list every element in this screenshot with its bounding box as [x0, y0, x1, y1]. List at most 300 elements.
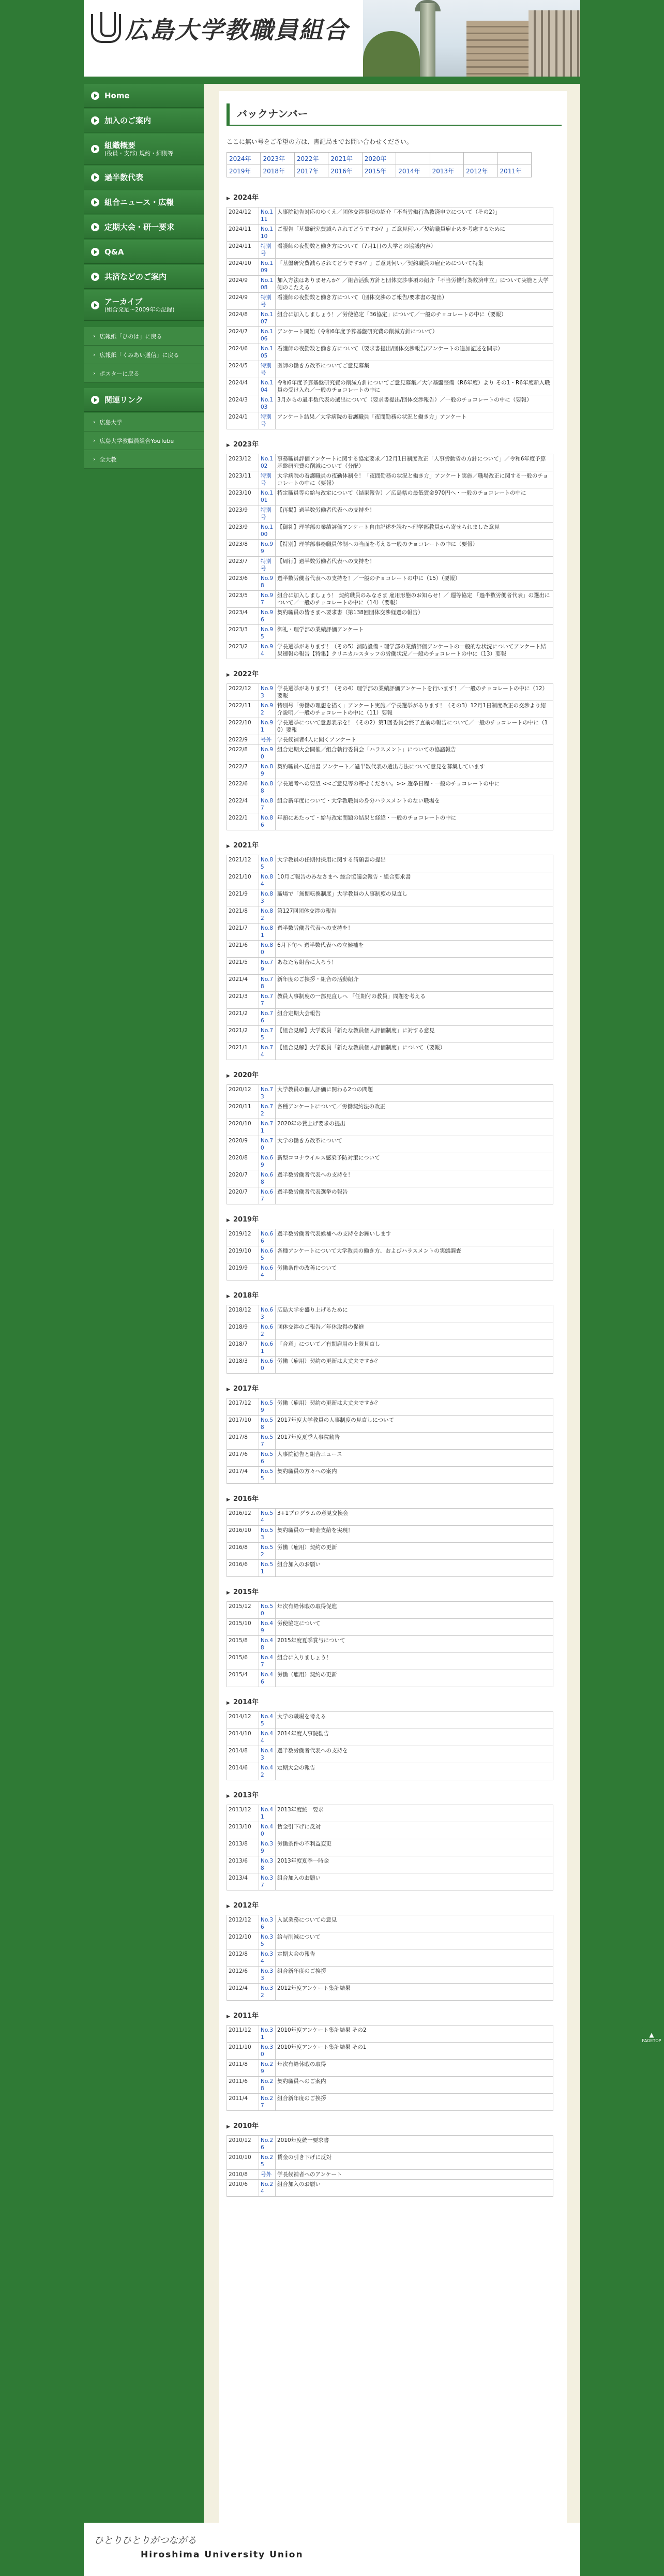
issue-table [227, 1915, 553, 2001]
issue-number-link[interactable]: No.38 [259, 1856, 276, 1873]
left-backdrop [0, 0, 84, 2576]
issue-number-link[interactable]: No.86 [259, 813, 276, 830]
issue-number-link[interactable]: No.75 [259, 1026, 276, 1043]
issue-date: 2020/7 [227, 1170, 259, 1187]
issue-number-link[interactable]: No.59 [259, 1398, 276, 1416]
year-link[interactable]: 2015年 [363, 165, 396, 177]
issue-title: 3月からの過半数代表の選出について（要求書提出/団体交渉報告）／一般のチョコレートの中に（要報） [276, 395, 553, 412]
issue-date: 2010/8 [227, 2170, 259, 2180]
table-row [227, 762, 553, 779]
issue-date: 2015/4 [227, 1670, 259, 1687]
issue-title: アンケート結果／大学病院の看護職員「夜間勤務の状況と働き方」アンケート [276, 412, 553, 429]
header-photo-tower [420, 3, 435, 77]
pagetop-label: PAGETOP [642, 2038, 661, 2043]
issue-title: 給与削減について [276, 1932, 553, 1949]
nav-link[interactable]: › 広島大学教職員組合YouTube [84, 431, 204, 450]
issue-title: 人事院勧告と組合ニュース [276, 1450, 553, 1467]
issue-date: 2010/6 [227, 2180, 259, 2197]
issue-number-link[interactable]: No.84 [259, 872, 276, 889]
issue-number-link[interactable]: 特別号 [259, 412, 276, 429]
issue-title: 特定職員等の給与改定について（結果報告）／広島県の最低賃金970円へ・一般のチョコレートの中に [276, 488, 553, 505]
table-row [227, 2060, 553, 2077]
nav-item[interactable] [84, 109, 204, 132]
year-link-empty [464, 153, 497, 165]
year-link[interactable]: 2017年 [295, 165, 328, 177]
issue-number-link[interactable]: No.32 [259, 1984, 276, 2001]
issue-number-link[interactable]: No.43 [259, 1746, 276, 1763]
issue-number-link[interactable]: 特別号 [259, 505, 276, 523]
issue-number-link[interactable]: No.108 [259, 276, 276, 293]
table-row [227, 1763, 553, 1780]
year-link[interactable]: 2012年 [464, 165, 497, 177]
issue-title: 契約職員へ送信書 アンケート／過半数代表の選出方法について意見を募集しています [276, 762, 553, 779]
issue-number-link[interactable]: No.41 [259, 1805, 276, 1822]
issue-number-link[interactable]: No.31 [259, 2026, 276, 2043]
issue-number-link[interactable]: No.56 [259, 1450, 276, 1467]
issue-date: 2013/10 [227, 1822, 259, 1839]
issue-number-link[interactable]: No.49 [259, 1619, 276, 1636]
arrow-circle-icon [91, 173, 99, 182]
nav-subitem[interactable]: › 広報紙「ひのは」に戻る [84, 327, 204, 346]
issue-title: 第127回団体交渉の報告 [276, 906, 553, 924]
issue-table [227, 2135, 553, 2197]
issue-number-link[interactable]: No.90 [259, 745, 276, 762]
issue-title: 過半数労働者代表候補への支持をお願いします [276, 1229, 553, 1246]
issue-date: 2024/9 [227, 293, 259, 310]
table-row [227, 1915, 553, 1932]
issue-date: 2021/5 [227, 958, 259, 975]
issue-number-link[interactable]: No.63 [259, 1305, 276, 1322]
issue-number-link[interactable]: No.101 [259, 488, 276, 505]
table-row [227, 718, 553, 735]
issue-date: 2022/4 [227, 796, 259, 813]
year-link[interactable]: 2018年 [261, 165, 294, 177]
issue-number-link[interactable]: No.78 [259, 975, 276, 992]
issue-date: 2017/8 [227, 1433, 259, 1450]
arrow-circle-icon [91, 223, 99, 231]
issue-number-link[interactable]: No.110 [259, 225, 276, 242]
issue-number-link[interactable]: No.68 [259, 1170, 276, 1187]
issue-number-link[interactable]: No.82 [259, 906, 276, 924]
year-link[interactable]: 2014年 [396, 165, 430, 177]
issue-number-link[interactable]: No.58 [259, 1416, 276, 1433]
issue-number-link[interactable]: No.57 [259, 1433, 276, 1450]
year-link[interactable]: 2021年 [328, 153, 362, 165]
issue-date: 2023/3 [227, 625, 259, 642]
table-row [227, 327, 553, 344]
issue-number-link[interactable]: No.76 [259, 1009, 276, 1026]
issue-number-link[interactable]: No.48 [259, 1636, 276, 1653]
issue-number-link[interactable]: No.94 [259, 642, 276, 659]
table-row [227, 1822, 553, 1839]
issue-date: 2021/8 [227, 906, 259, 924]
issue-number-link[interactable]: No.69 [259, 1153, 276, 1170]
issue-title: 職場で「無期転換制度」大学教員の人事制度の見直し [276, 889, 553, 906]
issue-table [227, 207, 553, 429]
issue-title: 2013年度統一要求 [276, 1805, 553, 1822]
issue-title: 2014年度人事院勧告 [276, 1729, 553, 1746]
table-row [227, 642, 553, 659]
table-row [227, 225, 553, 242]
issue-date: 2016/8 [227, 1543, 259, 1560]
year-link[interactable]: 2016年 [328, 165, 362, 177]
issue-number-link[interactable]: No.95 [259, 625, 276, 642]
issue-number-link[interactable]: No.67 [259, 1187, 276, 1204]
year-link-empty [396, 153, 430, 165]
table-row [227, 471, 553, 488]
issue-number-link[interactable]: No.105 [259, 344, 276, 361]
issue-date: 2015/10 [227, 1619, 259, 1636]
nav-subitem[interactable]: › ポスターに戻る [84, 364, 204, 383]
nav-item-sublabel: (組合発足〜2009年の記録) [104, 306, 175, 313]
issue-date: 2020/11 [227, 1102, 259, 1119]
issue-date: 2011/12 [227, 2026, 259, 2043]
table-row [227, 1043, 553, 1060]
issue-title: 定期大会の報告 [276, 1763, 553, 1780]
issue-title: 3+1プログラムの意見交換会 [276, 1509, 553, 1526]
issue-number-link[interactable]: No.79 [259, 958, 276, 975]
issue-date: 2021/7 [227, 924, 259, 941]
table-row [227, 242, 553, 259]
arrow-circle-icon [91, 198, 99, 206]
issue-number-link[interactable]: No.29 [259, 2060, 276, 2077]
issue-date: 2022/6 [227, 779, 259, 796]
issue-number-link[interactable]: No.52 [259, 1543, 276, 1560]
table-row [227, 1229, 553, 1246]
issue-date: 2020/7 [227, 1187, 259, 1204]
nav-link[interactable]: › 広島大学 [84, 413, 204, 431]
issue-title: 2010年度アンケート集計結果 その2 [276, 2026, 553, 2043]
issue-number-link[interactable]: No.24 [259, 2180, 276, 2197]
issue-number-link[interactable]: No.88 [259, 779, 276, 796]
year-heading: ▶ 2010年 [227, 2120, 562, 2130]
issue-title: あなたも組合に入ろう！ [276, 958, 553, 975]
issue-number-link[interactable]: No.89 [259, 762, 276, 779]
issue-date: 2016/10 [227, 1526, 259, 1543]
issue-number-link[interactable]: No.33 [259, 1967, 276, 1984]
issue-number-link[interactable]: No.30 [259, 2043, 276, 2060]
table-row [227, 1949, 553, 1967]
page-title: バックナンバー [227, 103, 562, 126]
table-row [227, 591, 553, 608]
issue-date: 2023/7 [227, 557, 259, 574]
issue-title: 組合定期大会開催／組合執行委員会「ハラスメント」についての協議報告 [276, 745, 553, 762]
issue-number-link[interactable]: No.106 [259, 327, 276, 344]
issue-title: 【組合見解】大学教員「新たな教員個人評価制度」について（要報） [276, 1043, 553, 1060]
table-row [227, 1136, 553, 1153]
header-photo-building [529, 10, 580, 77]
issue-number-link[interactable]: No.85 [259, 855, 276, 872]
issue-title: 看護師の夜勤数と働き方について（7月1日の大学との協議内容） [276, 242, 553, 259]
issue-number-link[interactable]: No.111 [259, 207, 276, 225]
nav-item-text [104, 222, 174, 232]
issue-title: 組合加入のお願い [276, 2180, 553, 2197]
issue-title: 過半数労働者代表への支持を！ [276, 1170, 553, 1187]
nav-item[interactable] [84, 290, 204, 321]
issue-date: 2012/10 [227, 1932, 259, 1949]
nav-item-label: 共済などのご案内 [104, 272, 167, 281]
issue-number-link[interactable]: No.65 [259, 1246, 276, 1263]
issue-title: 組合に加入しましょう！ 契約職員のみなさま 雇用形態のお知らせ！／ 週等協定 「過半数労働者代表」の選出について／一般のチョコレートの中に（14）（要報） [276, 591, 553, 608]
table-row [227, 1187, 553, 1204]
issue-title: 10月ご報告のみなさまへ 総合協議会報告・組合要求書 [276, 872, 553, 889]
issue-number-link[interactable]: No.81 [259, 924, 276, 941]
issue-date: 2012/12 [227, 1915, 259, 1932]
year-link[interactable]: 2023年 [261, 153, 294, 165]
issue-title: 広島大学を盛り上げるために [276, 1305, 553, 1322]
issue-title: 各種アンケートについて大学教員の働き方、およびハラスメントの実態調査 [276, 1246, 553, 1263]
nav-item[interactable] [84, 215, 204, 239]
issue-date: 2020/9 [227, 1136, 259, 1153]
table-row [227, 1805, 553, 1822]
issue-number-link[interactable]: No.26 [259, 2136, 276, 2153]
issue-number-link[interactable]: No.96 [259, 608, 276, 625]
header-photo-building [466, 21, 529, 77]
issue-number-link[interactable]: No.102 [259, 454, 276, 471]
issue-date: 2023/4 [227, 608, 259, 625]
pagetop-button[interactable] [641, 2027, 662, 2050]
issue-number-link[interactable]: No.74 [259, 1043, 276, 1060]
issue-title: 御礼・理学部の業績評価アンケート [276, 625, 553, 642]
issue-number-link[interactable]: No.45 [259, 1712, 276, 1729]
issue-date: 2024/4 [227, 378, 259, 395]
issue-date: 2023/5 [227, 591, 259, 608]
arrow-circle-icon [91, 273, 99, 281]
issue-number-link[interactable]: No.28 [259, 2077, 276, 2094]
table-row [227, 259, 553, 276]
issue-number-link[interactable]: No.36 [259, 1915, 276, 1932]
issue-number-link[interactable]: No.92 [259, 701, 276, 718]
table-row [227, 378, 553, 395]
arrow-circle-icon [91, 396, 99, 404]
issue-number-link[interactable]: No.72 [259, 1102, 276, 1119]
nav-item-label: 過半数代表 [104, 172, 144, 182]
nav-item[interactable] [84, 84, 204, 108]
issue-number-link[interactable]: No.91 [259, 718, 276, 735]
table-row [227, 454, 553, 471]
nav-item[interactable] [84, 265, 204, 289]
table-row [227, 1398, 553, 1416]
table-row [227, 361, 553, 378]
issue-title: 学長候補者4人に聞くアンケート [276, 735, 553, 745]
issue-title: 組合に加入しましょう！／労使協定「36協定」について／一般のチョコレートの中に（要報） [276, 310, 553, 327]
issue-number-link[interactable]: 特別号 [259, 242, 276, 259]
table-row [227, 1653, 553, 1670]
table-row [227, 684, 553, 701]
issue-number-link[interactable]: No.54 [259, 1509, 276, 1526]
issue-number-link[interactable]: No.44 [259, 1729, 276, 1746]
footer [84, 2523, 580, 2576]
issue-title: 定期大会の報告 [276, 1949, 553, 1967]
issue-number-link[interactable]: No.70 [259, 1136, 276, 1153]
issue-number-link[interactable]: No.62 [259, 1322, 276, 1339]
issue-number-link[interactable]: No.25 [259, 2153, 276, 2170]
year-link[interactable]: 2020年 [363, 153, 396, 165]
issue-number-link[interactable]: No.42 [259, 1763, 276, 1780]
table-row [227, 1246, 553, 1263]
table-row [227, 796, 553, 813]
issue-number-link[interactable]: No.87 [259, 796, 276, 813]
issue-number-link[interactable]: No.53 [259, 1526, 276, 1543]
issue-number-link[interactable]: 特別号 [259, 471, 276, 488]
issue-number-link[interactable]: No.34 [259, 1949, 276, 1967]
issue-number-link[interactable]: No.51 [259, 1560, 276, 1577]
issue-date: 2020/12 [227, 1085, 259, 1102]
issue-number-link[interactable]: No.71 [259, 1119, 276, 1136]
issue-number-link[interactable]: No.46 [259, 1670, 276, 1687]
table-row [227, 2094, 553, 2111]
issue-number-link[interactable]: No.27 [259, 2094, 276, 2111]
table-row [227, 276, 553, 293]
issue-title: 労働（雇用）契約の更新は大丈夫ですか？ [276, 1357, 553, 1374]
issue-title: 労働（雇用）契約の更新は大丈夫ですか？ [276, 1398, 553, 1416]
issue-date: 2013/4 [227, 1873, 259, 1890]
year-link[interactable]: 2024年 [227, 153, 261, 165]
issue-number-link[interactable]: No.109 [259, 259, 276, 276]
issue-number-link[interactable]: 号外 [259, 735, 276, 745]
issue-date: 2022/10 [227, 718, 259, 735]
issue-number-link[interactable]: No.40 [259, 1822, 276, 1839]
header [84, 0, 580, 77]
nav-item[interactable] [84, 166, 204, 189]
issue-number-link[interactable]: No.39 [259, 1839, 276, 1856]
table-row [227, 2026, 553, 2043]
table-row [227, 1509, 553, 1526]
issue-number-link[interactable]: No.35 [259, 1932, 276, 1949]
arrow-circle-icon [91, 248, 99, 256]
issue-number-link[interactable]: 特別号 [259, 361, 276, 378]
issue-date: 2014/6 [227, 1763, 259, 1780]
issue-title: 労働（雇用）契約の更新 [276, 1543, 553, 1560]
nav-item[interactable] [84, 133, 204, 165]
issue-date: 2010/12 [227, 2136, 259, 2153]
issue-date: 2024/8 [227, 310, 259, 327]
table-row [227, 1636, 553, 1653]
table-row [227, 574, 553, 591]
table-row [227, 958, 553, 975]
issue-title: 労働（雇用）契約の更新 [276, 1670, 553, 1687]
issue-number-link[interactable]: No.61 [259, 1339, 276, 1357]
issue-number-link[interactable]: 特別号 [259, 293, 276, 310]
table-row [227, 557, 553, 574]
issue-date: 2014/12 [227, 1712, 259, 1729]
nav-subitem[interactable]: › 広報紙「くみあい通信」に戻る [84, 346, 204, 364]
issue-number-link[interactable]: 特別号 [259, 557, 276, 574]
issue-table [227, 1084, 553, 1204]
table-row [227, 1543, 553, 1560]
arrow-circle-icon [91, 145, 99, 153]
issue-title: 2017年度夏季人事院勧告 [276, 1433, 553, 1450]
issue-number-link[interactable]: No.100 [259, 523, 276, 540]
issue-number-link[interactable]: No.104 [259, 378, 276, 395]
nav-item[interactable] [84, 190, 204, 214]
issue-number-link[interactable]: 号外 [259, 2170, 276, 2180]
issue-number-link[interactable]: No.55 [259, 1467, 276, 1484]
issue-number-link[interactable]: No.99 [259, 540, 276, 557]
issue-number-link[interactable]: No.73 [259, 1085, 276, 1102]
nav-item-label: Q&A [104, 247, 124, 257]
issue-title: 2013年度夏季一時金 [276, 1856, 553, 1873]
nav-item-text [104, 91, 130, 100]
issue-table [227, 1398, 553, 1484]
year-heading: ▶ 2022年 [227, 668, 562, 678]
issue-number-link[interactable]: No.103 [259, 395, 276, 412]
issue-number-link[interactable]: No.50 [259, 1602, 276, 1619]
year-link[interactable]: 2011年 [498, 165, 532, 177]
issue-title: 大学の職場を考える [276, 1712, 553, 1729]
table-row [227, 540, 553, 557]
table-row [227, 1433, 553, 1450]
issue-date: 2018/9 [227, 1322, 259, 1339]
table-row [227, 813, 553, 830]
issue-title: 新型コロナウイルス感染予防対策について [276, 1153, 553, 1170]
table-row [227, 1602, 553, 1619]
header-divider [84, 77, 580, 84]
issue-number-link[interactable]: No.60 [259, 1357, 276, 1374]
issue-date: 2024/12 [227, 207, 259, 225]
table-row [227, 2153, 553, 2170]
issue-number-link[interactable]: No.98 [259, 574, 276, 591]
issue-title: 大学の働き方改革について [276, 1136, 553, 1153]
table-row [227, 1026, 553, 1043]
table-row [227, 488, 553, 505]
issue-title: 過半数労働者代表への支持を [276, 1746, 553, 1763]
issue-title: 契約職員の皆さまへ要求書（第138回団体交渉経過の報告） [276, 608, 553, 625]
issue-number-link[interactable]: No.83 [259, 889, 276, 906]
nav-item[interactable] [84, 240, 204, 264]
table-row [227, 2077, 553, 2094]
issue-date: 2017/6 [227, 1450, 259, 1467]
year-heading: ▶ 2023年 [227, 439, 562, 449]
issue-title: 2010年度アンケート集計結果 その1 [276, 2043, 553, 2060]
issue-number-link[interactable]: No.64 [259, 1263, 276, 1280]
issue-date: 2018/3 [227, 1357, 259, 1374]
site-logo[interactable] [91, 11, 349, 46]
issue-title: 賃金引下げに反対 [276, 1822, 553, 1839]
issue-date: 2011/8 [227, 2060, 259, 2077]
nav-link[interactable]: › 全大教 [84, 450, 204, 469]
issue-number-link[interactable]: No.80 [259, 941, 276, 958]
issue-title: 組合新年度について・大学教職員の身分ハラスメントのない職場を [276, 796, 553, 813]
nav-item-label: 組合ニュース・広報 [104, 197, 174, 207]
issue-title: 各種アンケートについて／労働契約法の改正 [276, 1102, 553, 1119]
issue-number-link[interactable]: No.77 [259, 992, 276, 1009]
issue-number-link[interactable]: No.93 [259, 684, 276, 701]
issue-date: 2019/12 [227, 1229, 259, 1246]
table-row [227, 1170, 553, 1187]
issue-date: 2024/11 [227, 225, 259, 242]
issue-date: 2017/10 [227, 1416, 259, 1433]
issue-number-link[interactable]: No.37 [259, 1873, 276, 1890]
issue-date: 2021/4 [227, 975, 259, 992]
year-heading: ▶ 2011年 [227, 2010, 562, 2020]
site-title: 広島大学教職員組合 [125, 16, 349, 44]
issue-number-link[interactable]: No.107 [259, 310, 276, 327]
issue-number-link[interactable]: No.66 [259, 1229, 276, 1246]
issue-number-link[interactable]: No.97 [259, 591, 276, 608]
issue-number-link[interactable]: No.47 [259, 1653, 276, 1670]
issue-table [227, 454, 553, 659]
table-row [227, 735, 553, 745]
issue-date: 2017/12 [227, 1398, 259, 1416]
year-link[interactable]: 2019年 [227, 165, 261, 177]
year-link[interactable]: 2013年 [430, 165, 464, 177]
year-heading: ▶ 2014年 [227, 1696, 562, 1706]
year-link[interactable]: 2022年 [295, 153, 328, 165]
table-row [227, 1467, 553, 1484]
issue-date: 2020/8 [227, 1153, 259, 1170]
issue-title: 大学教員の個人評価に関わる2つの問題 [276, 1085, 553, 1102]
